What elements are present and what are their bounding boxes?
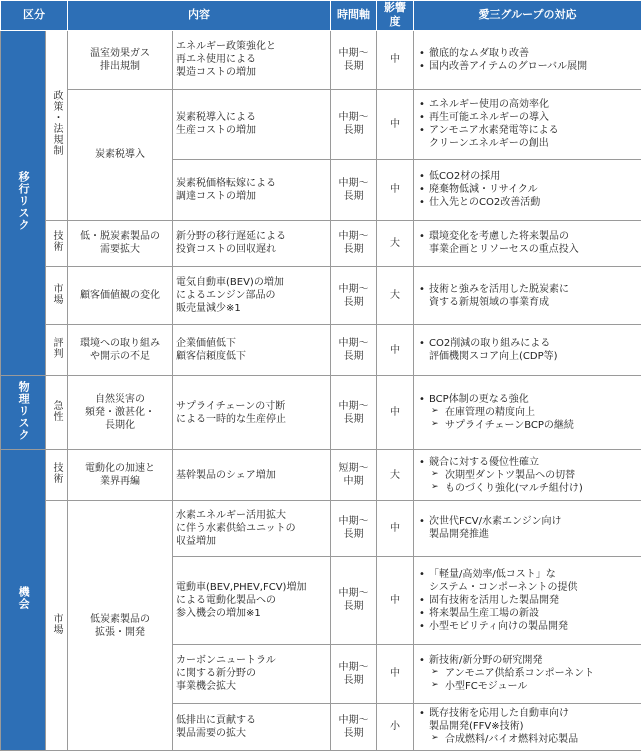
risk-content: 企業価値低下 顧客信頼度低下	[173, 325, 331, 376]
time-horizon: 短期～ 中期	[331, 450, 377, 501]
time-horizon: 中期～ 長期	[331, 703, 377, 750]
table-row	[1, 501, 641, 556]
header-response: 愛三グループの対応	[414, 1, 641, 31]
impact-level: 中	[377, 501, 414, 556]
subcategory-acute: 急性	[46, 376, 68, 450]
impact-level: 大	[377, 220, 414, 266]
risk-content: サプライチェーンの寸断 による一時的な生産停止	[173, 376, 331, 450]
impact-level: 中	[377, 89, 414, 159]
group-response: • 既存技術を応用した自動車向け 製品開発(FFV※技術) ➢ 合成燃料/バイオ燃料対応製品	[414, 703, 641, 750]
risk-factor: 自然災害の 頻発・激甚化・ 長期化	[68, 376, 173, 450]
category-physical-risk: 物理リスク	[1, 376, 46, 450]
impact-level: 中	[377, 30, 414, 89]
group-response: • 新技術/新分野の研究開発 ➢ アンモニア供給系コンポーネント ➢ 小型FCモジュール	[414, 644, 641, 703]
risk-factor: 温室効果ガス 排出規制	[68, 30, 173, 89]
category-opportunity: 機会	[1, 450, 46, 751]
subcategory-market: 市場	[46, 266, 68, 324]
group-response: • CO2削減の取り組みによる 評価機関スコア向上(CDP等)	[414, 325, 641, 376]
time-horizon: 中期～ 長期	[331, 644, 377, 703]
risk-content: 低排出に貢献する 製品需要の拡大	[173, 703, 331, 750]
group-response: • 次世代FCV/水素エンジン向け 製品開発推進	[414, 501, 641, 556]
subcategory-technology: 技術	[46, 220, 68, 266]
risk-content: 基幹製品のシェア増加	[173, 450, 331, 501]
impact-level: 中	[377, 376, 414, 450]
group-response: • エネルギー使用の高効率化 • 再生可能エネルギーの導入 • アンモニア水素発電等による クリーンエネルギーの創出	[414, 89, 641, 159]
group-response: • 低CO2材の採用 • 廃棄物低減・リサイクル • 仕入先とのCO2改善活動	[414, 159, 641, 220]
header-impact: 影響度	[377, 1, 414, 31]
header-period: 時間軸	[331, 1, 377, 31]
group-response: • 技術と強みを活用した脱炭素に 資する新規領域の事業育成	[414, 266, 641, 324]
risk-content: 水素エネルギー活用拡大 に伴う水素供給ユニットの 収益増加	[173, 501, 331, 556]
impact-level: 中	[377, 325, 414, 376]
time-horizon: 中期～ 長期	[331, 220, 377, 266]
impact-level: 大	[377, 266, 414, 324]
time-horizon: 中期～ 長期	[331, 30, 377, 89]
risk-factor: 電動化の加速と 業界再編	[68, 450, 173, 501]
risk-content: 電動車(BEV,PHEV,FCV)増加 による電動化製品への 参入機会の増加※1	[173, 556, 331, 644]
table-row	[1, 266, 641, 324]
time-horizon: 中期～ 長期	[331, 159, 377, 220]
impact-level: 大	[377, 450, 414, 501]
impact-level: 中	[377, 556, 414, 644]
time-horizon: 中期～ 長期	[331, 376, 377, 450]
subcategory-market: 市場	[46, 501, 68, 751]
subcategory-policy: 政策・法規制	[46, 30, 68, 220]
risk-factor: 顧客価値観の変化	[68, 266, 173, 324]
time-horizon: 中期～ 長期	[331, 266, 377, 324]
group-response: • 環境変化を考慮した将来製品の 事業企画とリソーセスの重点投入	[414, 220, 641, 266]
risk-content: 炭素税価格転嫁による 調達コストの増加	[173, 159, 331, 220]
table-row	[1, 30, 641, 89]
group-response: • 徹底的なムダ取り改善 • 国内改善アイテムのグローバル展開	[414, 30, 641, 89]
group-response: • BCP体制の更なる強化 ➢ 在庫管理の精度向上 ➢ サプライチェーンBCPの継続	[414, 376, 641, 450]
subcategory-technology: 技術	[46, 450, 68, 501]
category-transition-risk: 移行リスク	[1, 30, 46, 376]
table-row	[1, 450, 641, 501]
group-response: • 「軽量/高効率/低コスト」な システム・コンポーネントの提供 • 固有技術を活用した製品開発 • 将来製品生産工場の新設 • 小型モビリティ向けの製品開発	[414, 556, 641, 644]
risk-content: 新分野の移行遅延による 投資コストの回収遅れ	[173, 220, 331, 266]
risk-content: エネルギー政策強化と 再エネ使用による 製造コストの増加	[173, 30, 331, 89]
time-horizon: 中期～ 長期	[331, 325, 377, 376]
impact-level: 中	[377, 644, 414, 703]
risk-content: 炭素税導入による 生産コストの増加	[173, 89, 331, 159]
table-row	[1, 89, 641, 159]
risk-content: カーボンニュートラル に関する新分野の 事業機会拡大	[173, 644, 331, 703]
risk-content: 電気自動車(BEV)の増加 によるエンジン部品の 販売量減少※1	[173, 266, 331, 324]
table-row	[1, 376, 641, 450]
impact-level: 中	[377, 159, 414, 220]
time-horizon: 中期～ 長期	[331, 556, 377, 644]
header-category: 区分	[1, 1, 68, 31]
time-horizon: 中期～ 長期	[331, 89, 377, 159]
risk-factor: 低炭素製品の 拡張・開発	[68, 501, 173, 751]
time-horizon: 中期～ 長期	[331, 501, 377, 556]
subcategory-reputation: 評判	[46, 325, 68, 376]
table-row	[1, 325, 641, 376]
impact-level: 小	[377, 703, 414, 750]
header-content: 内容	[68, 1, 331, 31]
risk-factor: 炭素税導入	[68, 89, 173, 220]
table-row	[1, 220, 641, 266]
risk-factor: 低・脱炭素製品の 需要拡大	[68, 220, 173, 266]
header-row	[1, 1, 641, 31]
risk-factor: 環境への取り組み や開示の不足	[68, 325, 173, 376]
group-response: • 競合に対する優位性確立 ➢ 次期型ダントツ製品への切替 ➢ ものづくり強化(マルチ組付け)	[414, 450, 641, 501]
